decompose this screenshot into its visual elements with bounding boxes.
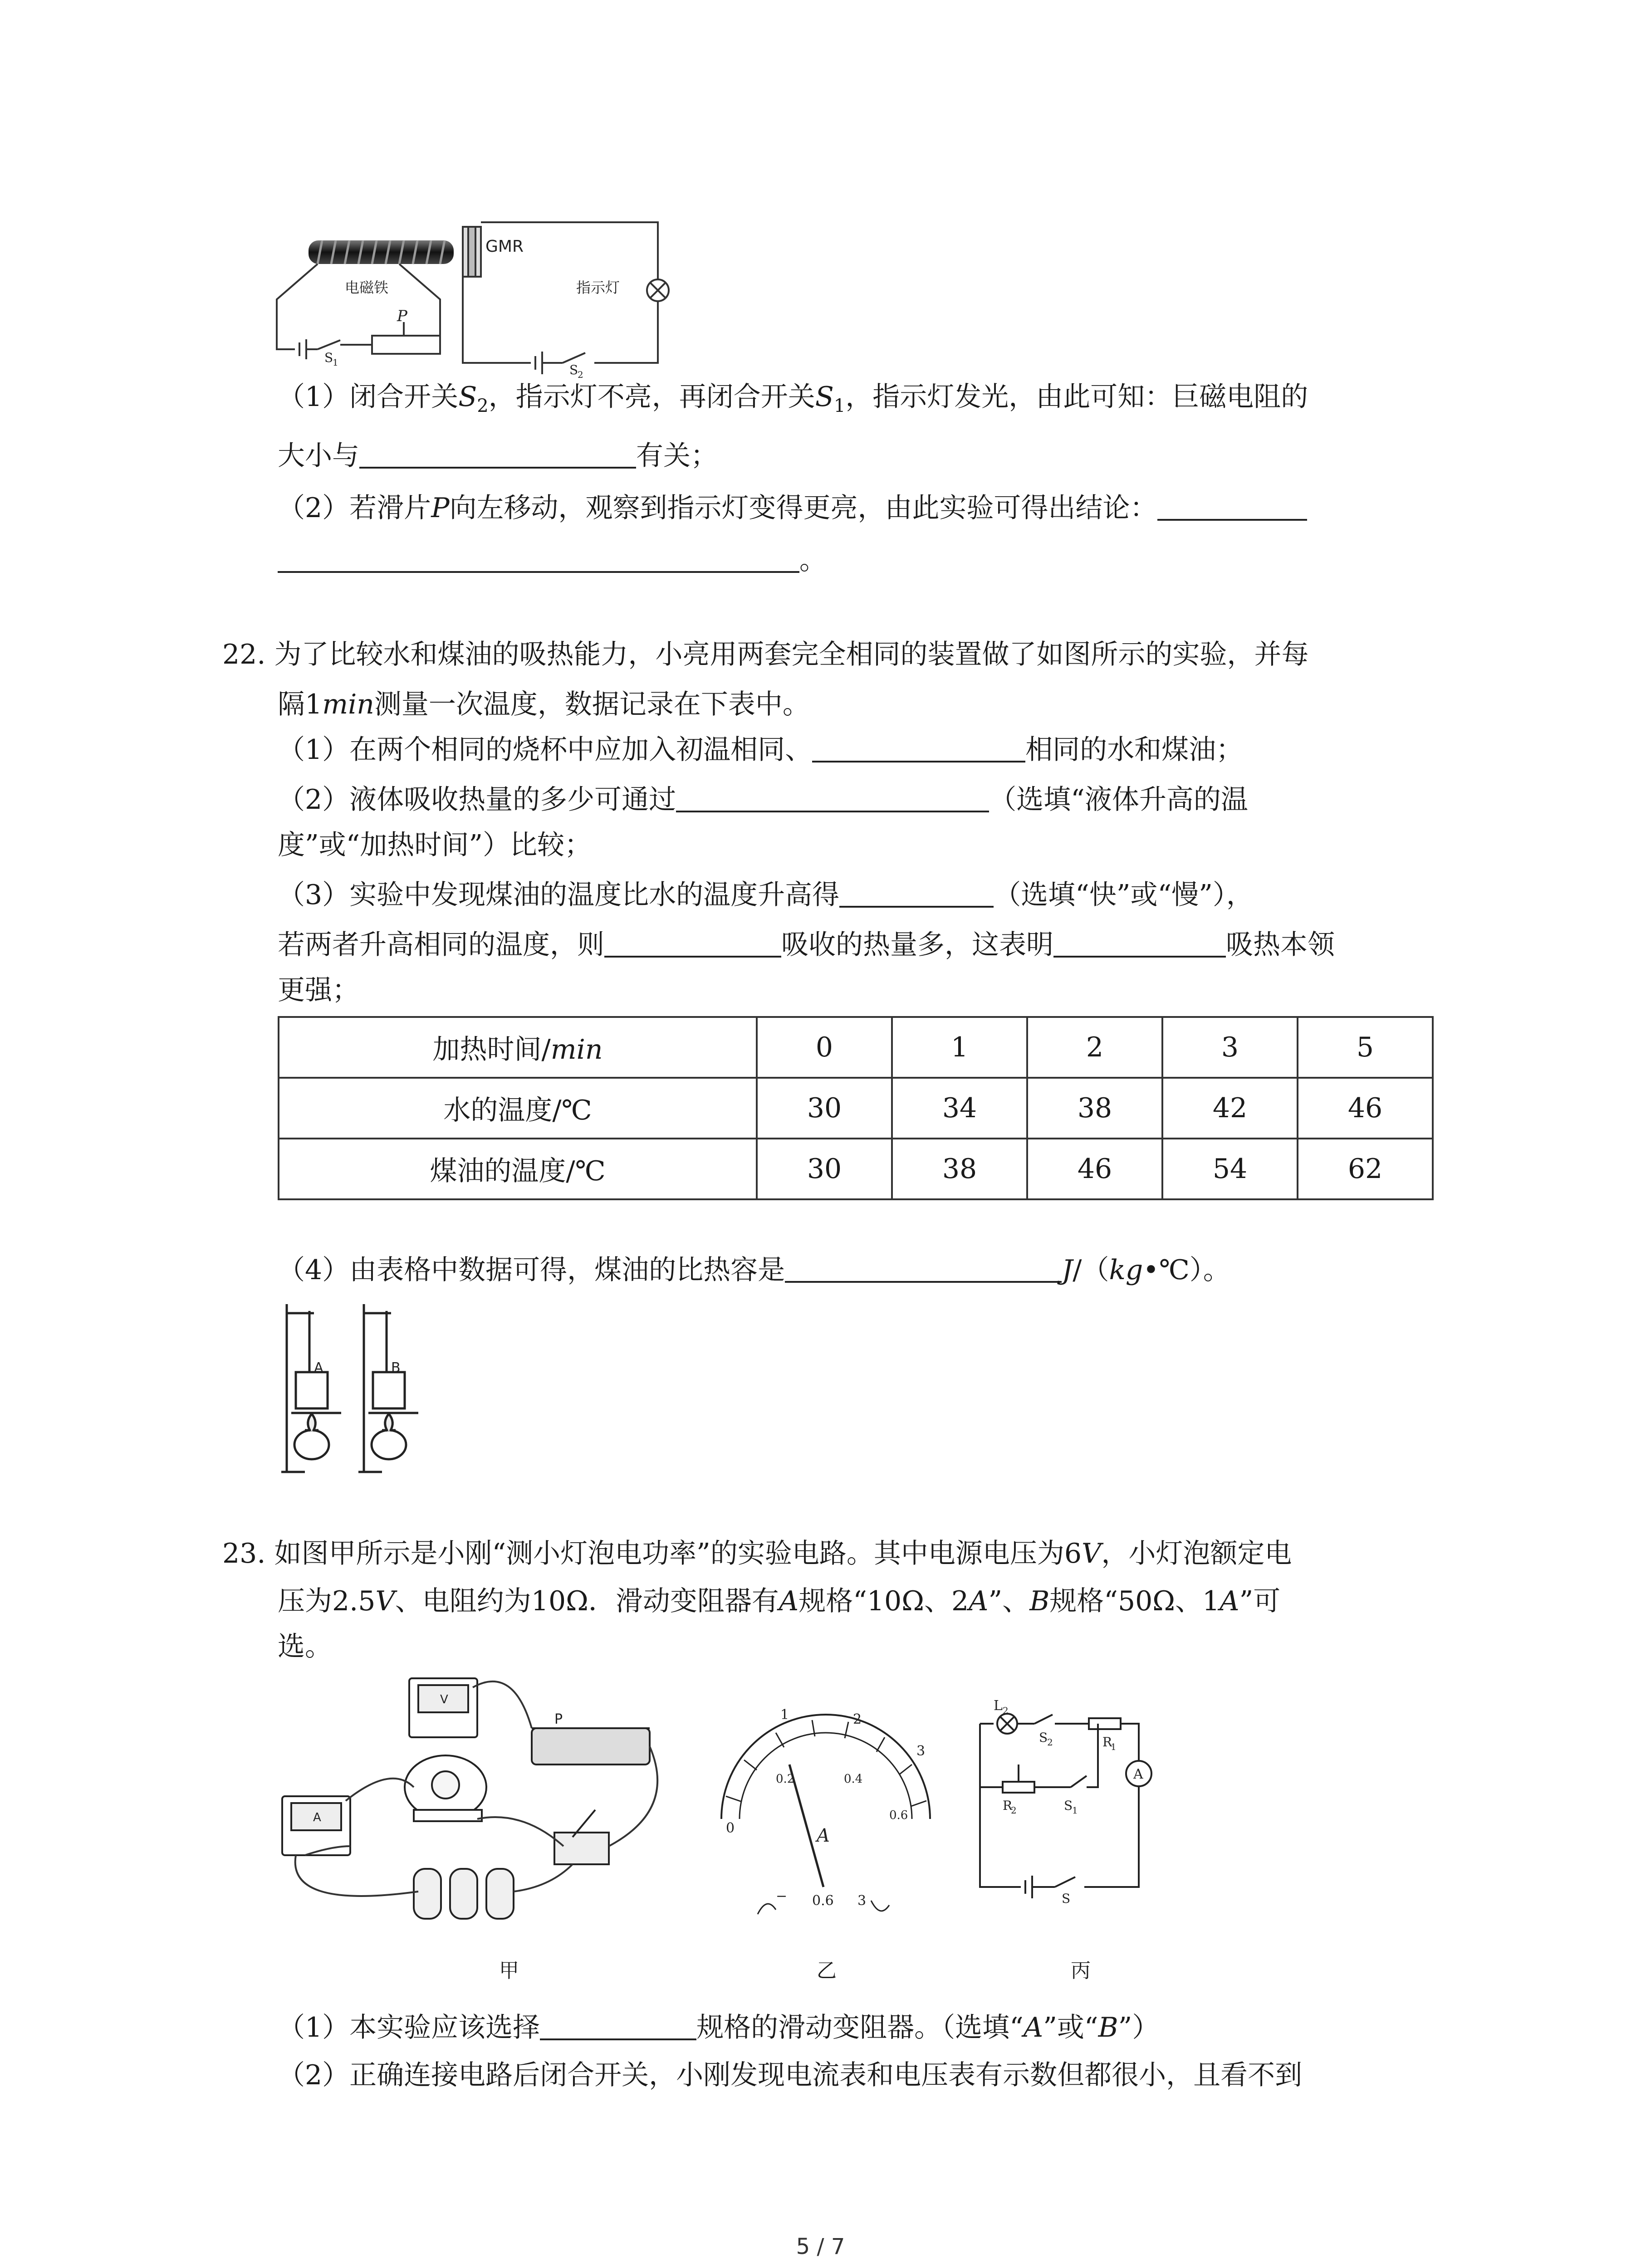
answer-blank[interactable] <box>839 879 994 908</box>
bing-label: L <box>994 1698 1003 1714</box>
temperature-table <box>278 1016 1434 1200</box>
bing-label: S <box>1039 1730 1048 1745</box>
meter-terminal: − <box>776 1888 788 1904</box>
table-cell: 加热时间/min <box>279 1017 757 1078</box>
table-cell: 54 <box>1162 1139 1298 1199</box>
gmr-label: GMR <box>485 237 524 256</box>
meter-terminal: 3 <box>857 1893 867 1909</box>
table-cell: 3 <box>1162 1017 1298 1078</box>
q21-part1-line1: （1）闭合开关$S_2$，指示灯不亮，再闭合开关$S_1$，指示灯发光，由此可知：巨磁电阻的 <box>278 381 1308 416</box>
answer-blank[interactable] <box>1157 492 1307 521</box>
indicator-label: 指示灯 <box>576 279 620 296</box>
meter-tick: 0.2 <box>776 1772 795 1786</box>
s2-label: S <box>569 362 578 377</box>
q22-stem-line2: 隔1min测量一次温度，数据记录在下表中。 <box>278 689 810 720</box>
meter-tick: 3 <box>916 1743 926 1759</box>
q21-part1-line2: 大小与 有关； <box>278 440 718 472</box>
meter-tick: 0.6 <box>889 1809 908 1822</box>
table-row <box>279 1017 1433 1078</box>
ammeter-dial-figure-yi <box>708 1706 944 1923</box>
table-cell: 0 <box>757 1017 892 1078</box>
q21-part2-line1: （2）若滑片P向左移动，观察到指示灯变得更亮，由此实验可得出结论： <box>278 490 1307 526</box>
q22-part1: （1）在两个相同的烧杯中应加入初温相同、 相同的水和煤油； <box>278 734 1244 766</box>
answer-blank[interactable] <box>676 783 989 812</box>
q22-part4: （4）由表格中数据可得，煤油的比热容是 J/（kg•℃）。 <box>278 1254 1230 1286</box>
answer-blank[interactable] <box>812 733 1025 763</box>
table-cell: 46 <box>1298 1078 1433 1139</box>
q23-stem-line1: 23. 如图甲所示是小刚“测小灯泡电功率”的实验电路。其中电源电压为6V，小灯泡额定电 <box>222 1538 1292 1569</box>
q23-part1: （1）本实验应该选择 规格的滑动变阻器。（选填“A”或“B”） <box>278 2012 1160 2043</box>
table-cell: 5 <box>1298 1017 1433 1078</box>
meter-unit: A <box>817 1825 830 1846</box>
answer-blank[interactable] <box>278 544 799 573</box>
q22-part2-line1: （2）液体吸收热量的多少可通过 （选填“液体升高的温 <box>278 784 1248 816</box>
answer-blank[interactable] <box>1053 929 1226 958</box>
page-number: 5 / 7 <box>796 2234 845 2259</box>
circuit-diagram-figure-bing <box>966 1696 1180 1905</box>
answer-blank[interactable] <box>785 1254 1062 1283</box>
s1-label: S <box>324 350 333 365</box>
table-cell: 30 <box>757 1139 892 1199</box>
bing-label: A <box>1133 1766 1143 1782</box>
bing-label: S <box>1064 1798 1073 1813</box>
fig-caption-jia: 甲 <box>499 1959 519 1982</box>
q22-part3-line3: 更强； <box>278 974 359 1006</box>
s1-sub: 1 <box>333 357 338 368</box>
s2-sub: 2 <box>578 369 583 380</box>
table-cell: 30 <box>757 1078 892 1139</box>
fig-caption-yi: 乙 <box>817 1959 837 1982</box>
table-cell: 1 <box>892 1017 1027 1078</box>
voltmeter-label: V <box>440 1693 448 1706</box>
gmr-circuit-figure <box>268 213 676 380</box>
q21-part2-line2: 。 <box>278 542 827 578</box>
bing-label: 2 <box>1047 1737 1053 1748</box>
beaker-b-label: B <box>391 1360 401 1376</box>
q23-part2: （2）正确连接电路后闭合开关，小刚发现电流表和电压表有示数但都很小，且看不到 <box>278 2059 1303 2091</box>
bing-label: R <box>1102 1735 1112 1750</box>
ammeter-label: A <box>313 1811 321 1824</box>
table-cell: 水的温度/℃ <box>279 1078 757 1139</box>
q23-stem-line3: 选。 <box>278 1631 332 1662</box>
table-cell: 2 <box>1027 1017 1162 1078</box>
meter-tick: 0 <box>726 1820 735 1836</box>
q23-stem-line2: 压为2.5V、电阻约为10Ω．滑动变阻器有A规格“10Ω、2A”、B规格“50Ω、1A”可 <box>278 1585 1281 1617</box>
meter-tick: 0.4 <box>844 1772 863 1786</box>
table-cell: 46 <box>1027 1139 1162 1199</box>
table-row <box>279 1078 1433 1139</box>
slider-p-label: P <box>554 1711 563 1727</box>
slider-p-label: P <box>397 307 407 325</box>
q22-stem-line1: 22. 为了比较水和煤油的吸热能力，小亮用两套完全相同的装置做了如图所示的实验，并每 <box>222 639 1309 670</box>
meter-tick: 2 <box>853 1711 862 1727</box>
q22-part3-line1: （3）实验中发现煤油的温度比水的温度升高得 （选填“快”或“慢”）， <box>278 879 1254 911</box>
table-cell: 42 <box>1162 1078 1298 1139</box>
heating-apparatus-figure <box>278 1300 441 1476</box>
circuit-photo-figure-jia <box>278 1674 695 1932</box>
bing-label: 1 <box>1111 1741 1117 1752</box>
table-cell: 38 <box>892 1139 1027 1199</box>
bing-label: R <box>1003 1798 1013 1813</box>
meter-tick: 1 <box>780 1707 789 1723</box>
bing-label: 2 <box>1011 1805 1017 1816</box>
meter-terminal: 0.6 <box>812 1893 834 1909</box>
table-cell: 煤油的温度/℃ <box>279 1139 757 1199</box>
fig-caption-bing: 丙 <box>1071 1959 1091 1982</box>
electromagnet-label: 电磁铁 <box>345 279 389 296</box>
answer-blank[interactable] <box>359 440 636 469</box>
q22-part2-line2: 度”或“加热时间”）比较； <box>278 829 592 861</box>
table-cell: 62 <box>1298 1139 1433 1199</box>
table-cell: 38 <box>1027 1078 1162 1139</box>
q22-part3-line2: 若两者升高相同的温度，则 吸收的热量多，这表明 吸热本领 <box>278 929 1335 961</box>
table-row <box>279 1139 1433 1199</box>
table-cell: 34 <box>892 1078 1027 1139</box>
answer-blank[interactable] <box>604 929 781 958</box>
beaker-a-label: A <box>314 1360 323 1376</box>
bing-label: 1 <box>1072 1805 1078 1816</box>
electromagnet-core <box>309 240 454 264</box>
bing-label: 2 <box>1003 1705 1009 1716</box>
answer-blank[interactable] <box>540 2011 696 2040</box>
bing-label: S <box>1062 1891 1071 1906</box>
